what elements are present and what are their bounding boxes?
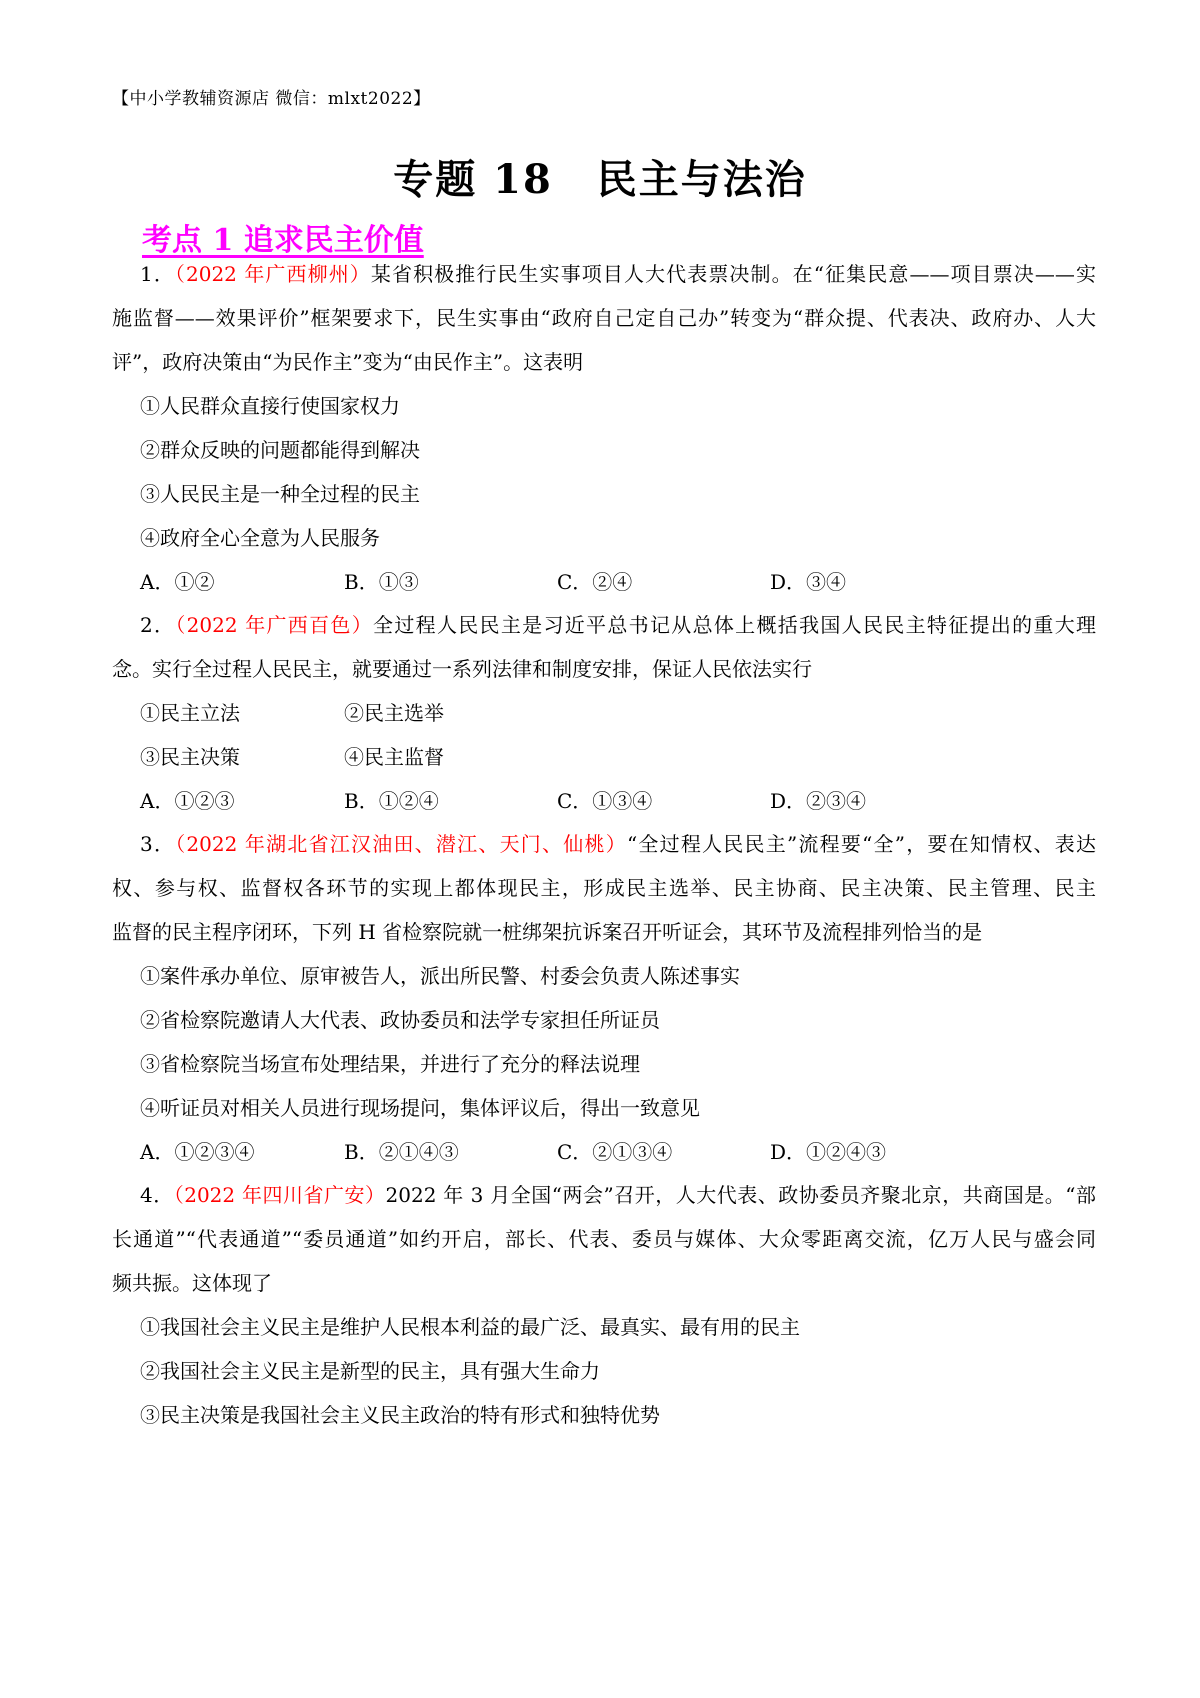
page-title <box>0 148 1200 205</box>
question-number: 4． <box>140 1183 174 1207</box>
question-1-choice-a: A．①② <box>140 570 215 594</box>
title-topic-number: 专题 18 <box>393 156 553 203</box>
question-3-line-2: 权、参与权、监督权各环节的实现上都体现民主，形成民主选举、民主协商、民主决策、民主管理、民主 <box>112 876 1096 900</box>
question-4-statement-2: ②我国社会主义民主是新型的民主，具有强大生命力 <box>140 1359 600 1383</box>
question-4-line-2: 长通道”“代表通道”“委员通道”如约开启，部长、代表、委员与媒体、大众零距离交流，亿万人民与盛会同 <box>112 1227 1096 1251</box>
question-3-choice-b: B．②①④③ <box>344 1140 459 1164</box>
question-1-statement-3: ③人民民主是一种全过程的民主 <box>140 482 420 506</box>
question-1-line-3: 评”，政府决策由“为民作主”变为“由民作主”。这表明 <box>112 350 584 374</box>
question-3-choice-c: C．②①③④ <box>557 1140 673 1164</box>
question-source: （2022 年四川省广安） <box>173 1183 386 1207</box>
question-1-line-2: 施监督——效果评价”框架要求下，民生实事由“政府自己定自己办”转变为“群众提、代表决、政府办、人大 <box>112 306 1096 330</box>
question-number: 2． <box>140 613 176 637</box>
question-2-choice-c: C．①③④ <box>557 789 653 813</box>
question-1-line-1 <box>112 258 1096 287</box>
question-text: “全过程人民民主”流程要“全”，要在知情权、表达 <box>626 832 1096 856</box>
question-number: 3． <box>140 832 176 856</box>
question-2-choice-d: D．②③④ <box>770 789 867 813</box>
question-2-line-2: 念。实行全过程人民民主，就要通过一系列法律和制度安排，保证人民依法实行 <box>112 657 812 681</box>
question-1-choice-d: D．③④ <box>770 570 847 594</box>
question-3-choice-a: A．①②③④ <box>140 1140 255 1164</box>
question-1-statement-1: ①人民群众直接行使国家权力 <box>140 394 400 418</box>
question-text: 某省积极推行民生实事项目人大代表票决制。在“征集民意——项目票决——实 <box>370 262 1096 286</box>
question-3-statement-3: ③省检察院当场宣布处理结果，并进行了充分的释法说理 <box>140 1052 640 1076</box>
question-2-line-1 <box>112 609 1096 638</box>
question-2-statement-1: ①民主立法 <box>140 701 240 725</box>
question-2-statement-3: ③民主决策 <box>140 745 240 769</box>
question-4-statement-3: ③民主决策是我国社会主义民主政治的特有形式和独特优势 <box>140 1403 660 1427</box>
question-source: （2022 年广西柳州） <box>174 262 371 286</box>
question-number: 1． <box>140 262 175 286</box>
question-3-line-1 <box>112 828 1096 857</box>
question-4-statement-1: ①我国社会主义民主是维护人民根本利益的最广泛、最真实、最有用的民主 <box>140 1315 800 1339</box>
question-source: （2022 年广西百色） <box>175 613 374 637</box>
title-topic-name: 民主与法治 <box>596 156 807 203</box>
question-1-statement-2: ②群众反映的问题都能得到解决 <box>140 438 420 462</box>
question-4-line-3: 频共振。这体现了 <box>112 1271 272 1295</box>
header-note: 【中小学教辅资源店 微信：mlxt2022】 <box>112 89 431 109</box>
question-text: 2022 年 3 月全国“两会”召开，人大代表、政协委员齐聚北京，共商国是。“部 <box>385 1183 1096 1207</box>
section-heading: 考点 1 追求民主价值 <box>142 223 424 258</box>
question-3-choice-d: D．①②④③ <box>770 1140 887 1164</box>
question-3-line-3: 监督的民主程序闭环，下列 H 省检察院就一桩绑架抗诉案召开听证会，其环节及流程排列恰当的是 <box>112 920 983 944</box>
question-1-statement-4: ④政府全心全意为人民服务 <box>140 526 380 550</box>
question-2-choice-a: A．①②③ <box>140 789 235 813</box>
question-3-statement-1: ①案件承办单位、原审被告人，派出所民警、村委会负责人陈述事实 <box>140 964 740 988</box>
question-text: 全过程人民民主是习近平总书记从总体上概括我国人民民主特征提出的重大理 <box>373 613 1097 637</box>
question-source: （2022 年湖北省江汉油田、潜江、天门、仙桃） <box>175 832 627 856</box>
question-2-statement-4: ④民主监督 <box>344 745 444 769</box>
question-3-statement-4: ④听证员对相关人员进行现场提问，集体评议后，得出一致意见 <box>140 1096 700 1120</box>
question-4-line-1 <box>112 1179 1096 1208</box>
question-1-choice-c: C．②④ <box>557 570 633 594</box>
question-2-choice-b: B．①②④ <box>344 789 439 813</box>
question-3-statement-2: ②省检察院邀请人大代表、政协委员和法学专家担任所证员 <box>140 1008 660 1032</box>
question-2-statement-2: ②民主选举 <box>344 701 444 725</box>
question-1-choice-b: B．①③ <box>344 570 419 594</box>
